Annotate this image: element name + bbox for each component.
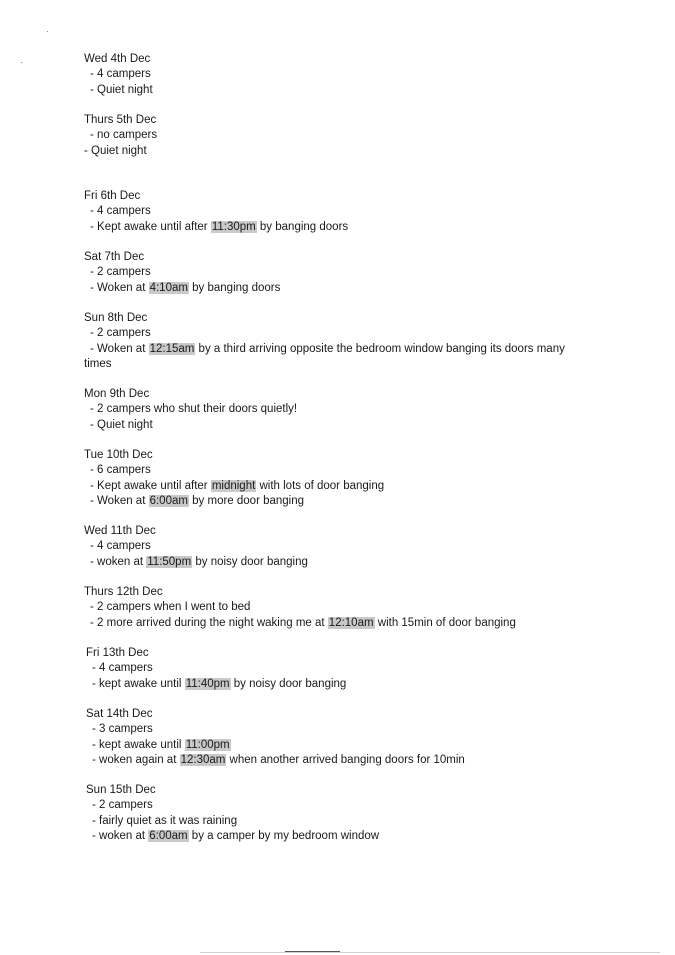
entry-line <box>90 326 151 341</box>
entry-line <box>90 418 153 433</box>
entry-text: by noisy door banging <box>230 677 347 690</box>
entry-line <box>90 220 348 235</box>
entry-line <box>84 144 147 159</box>
entry-line <box>90 83 153 98</box>
entry-date: Thurs 5th Dec <box>84 114 157 126</box>
entry-text: by banging doors <box>256 220 349 233</box>
entry-line <box>90 402 297 417</box>
entry-text: with 15min of door banging <box>374 616 516 629</box>
entry-line <box>90 494 304 509</box>
entry-line <box>92 661 153 676</box>
entry-text: - kept awake until <box>92 677 185 690</box>
entry-text: by banging doors <box>188 281 281 294</box>
entry-text: - 2 campers <box>90 266 151 279</box>
entry-text: by more door banging <box>188 494 305 507</box>
entry-text: by a third arriving opposite the bedroom window banging its doors many <box>195 342 565 355</box>
entry-line <box>90 616 516 631</box>
entry-text: with lots of door banging <box>256 479 385 492</box>
entry-text: - fairly quiet as it was raining <box>92 814 238 827</box>
highlighted-time: 12:10am <box>328 616 374 629</box>
entry-text: times <box>84 357 112 370</box>
entry-text: - 2 more arrived during the night waking me at <box>90 616 328 629</box>
entry-line <box>90 265 151 280</box>
entry-date: Sun 8th Dec <box>84 312 148 324</box>
entry-date: Mon 9th Dec <box>84 388 150 400</box>
entry-text: by a camper by my bedroom window <box>188 829 380 842</box>
highlighted-time: 4:10am <box>149 281 188 294</box>
entry-line <box>90 463 151 478</box>
entry-text: when another arrived banging doors for 10min <box>226 753 465 766</box>
entry-text: - 2 campers who shut their doors quietly! <box>90 403 298 416</box>
entry-text: - 3 campers <box>92 723 153 736</box>
entry-text: - Woken at <box>90 281 149 294</box>
entry-text: - 4 campers <box>90 205 151 218</box>
entry-line <box>90 479 384 494</box>
entry-text: - woken at <box>90 555 147 568</box>
entry-text: - Quiet night <box>84 144 147 157</box>
entry-text: by noisy door banging <box>192 555 308 568</box>
scan-speck <box>21 62 22 63</box>
entry-text: - Quiet night <box>90 418 153 431</box>
entry-text: - Quiet night <box>90 83 153 96</box>
entry-text: - Kept awake until after <box>90 220 211 233</box>
highlighted-time: 6:00am <box>149 494 188 507</box>
entry-line <box>92 677 346 692</box>
highlighted-time: 11:00pm <box>185 738 230 751</box>
entry-text: - no campers <box>90 129 158 142</box>
highlighted-time: 6:00am <box>149 829 188 842</box>
highlighted-time: 12:15am <box>149 342 195 355</box>
entry-line <box>92 814 237 829</box>
entry-date: Sat 14th Dec <box>86 708 153 720</box>
entry-line <box>90 67 151 82</box>
entry-date: Thurs 12th Dec <box>84 586 163 598</box>
entry-text: - kept awake until <box>92 738 185 751</box>
entry-line <box>90 128 157 143</box>
highlighted-time: 11:40pm <box>185 677 230 690</box>
entry-text: - woken at <box>92 829 149 842</box>
entry-text: - 4 campers <box>92 662 153 675</box>
entry-line <box>90 539 151 554</box>
entry-text: - 4 campers <box>90 540 151 553</box>
entry-line <box>90 555 308 570</box>
entry-date: Wed 4th Dec <box>84 53 151 65</box>
entry-date: Fri 13th Dec <box>86 647 149 659</box>
entry-line <box>84 357 111 372</box>
entry-text: - woken again at <box>92 753 180 766</box>
entry-line <box>90 281 280 296</box>
highlighted-time: 11:50pm <box>147 555 192 568</box>
entry-text: - 2 campers <box>90 327 151 340</box>
scan-artifact-line <box>200 952 660 953</box>
entry-line <box>92 738 231 753</box>
entry-date: Sun 15th Dec <box>86 784 156 796</box>
highlighted-time: 11:30pm <box>211 220 256 233</box>
entry-text: - Woken at <box>90 342 149 355</box>
entry-text: - 2 campers <box>92 799 153 812</box>
entry-line <box>90 204 151 219</box>
entry-date: Sat 7th Dec <box>84 251 145 263</box>
highlighted-time: midnight <box>211 479 256 492</box>
entry-line <box>92 753 465 768</box>
entry-line <box>92 829 379 844</box>
entry-text: - 6 campers <box>90 464 151 477</box>
scan-speck <box>47 31 48 32</box>
entry-line <box>92 798 153 813</box>
entry-text: - 4 campers <box>90 68 151 81</box>
entry-text: - Woken at <box>90 494 149 507</box>
entry-line <box>90 600 250 615</box>
entry-line <box>90 342 565 357</box>
highlighted-time: 12:30am <box>180 753 226 766</box>
entry-text: - 2 campers when I went to bed <box>90 601 251 614</box>
entry-date: Fri 6th Dec <box>84 190 141 202</box>
entry-line <box>92 722 153 737</box>
entry-date: Tue 10th Dec <box>84 449 153 461</box>
entry-date: Wed 11th Dec <box>84 525 156 537</box>
entry-text: - Kept awake until after <box>90 479 211 492</box>
